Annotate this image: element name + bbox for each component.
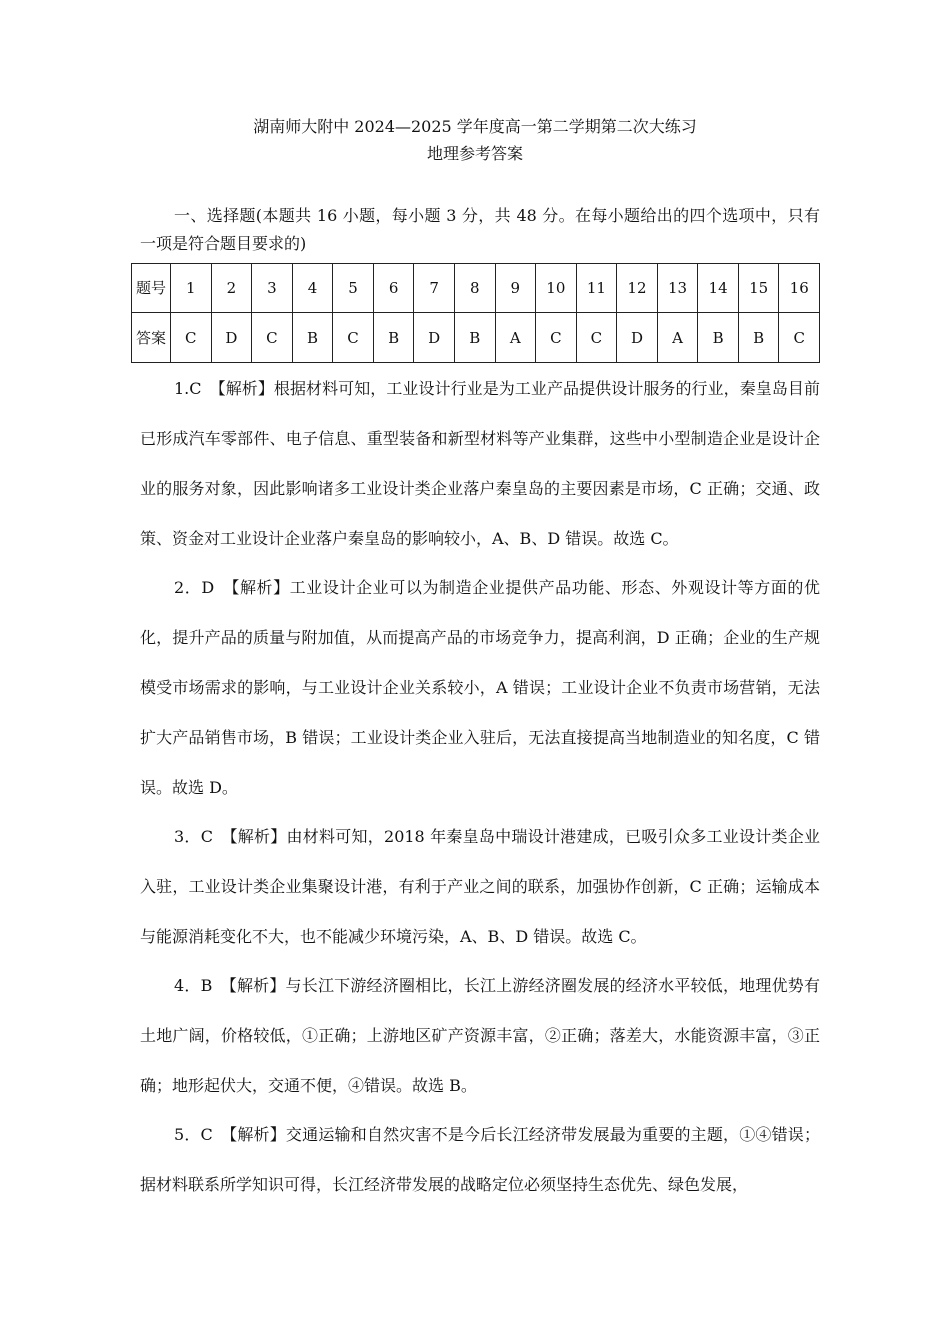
row-header-number: 题号 xyxy=(132,264,171,313)
document-subtitle: 地理参考答案 xyxy=(426,144,523,163)
answer-cell: B xyxy=(454,313,495,363)
question-number: 13 xyxy=(657,264,698,313)
answer-cell: C xyxy=(333,313,374,363)
document-title: 湖南师大附中 2024—2025 学年度高一第二学期第二次大练习 xyxy=(253,117,697,136)
question-number: 3 xyxy=(252,264,293,313)
question-number: 11 xyxy=(576,264,617,313)
answer-cell: C xyxy=(779,313,820,363)
question-number: 12 xyxy=(617,264,658,313)
answer-cell: D xyxy=(414,313,455,363)
question-number: 6 xyxy=(373,264,414,313)
answer-cell: B xyxy=(292,313,333,363)
question-number: 8 xyxy=(454,264,495,313)
question-number-row xyxy=(132,264,820,313)
explanation-2: 2．D 【解析】工业设计企业可以为制造企业提供产品功能、形态、外观设计等方面的优化，提升产品的质量与附加值，从而提高产品的市场竞争力，提高利润，D 正确；企业的生产规模受市场需求的影响，与工业设计企业关系较小，A 错误；工业设计企业不负责市场营销，无法扩大产品销售市场，B 错误；工业设计类企业入驻后，无法直接提高当地制造业的知名度，C 错误。故选 D。 xyxy=(140,578,820,797)
answer-cell: C xyxy=(576,313,617,363)
answer-cell: C xyxy=(171,313,212,363)
question-number: 15 xyxy=(738,264,779,313)
answer-cell: A xyxy=(495,313,536,363)
question-number: 7 xyxy=(414,264,455,313)
question-number: 16 xyxy=(779,264,820,313)
answer-cell: B xyxy=(373,313,414,363)
answer-cell: D xyxy=(617,313,658,363)
section-intro: 一、选择题(本题共 16 小题，每小题 3 分，共 48 分。在每小题给出的四个选项中，只有一项是符合题目要求的) xyxy=(140,206,820,253)
question-number: 4 xyxy=(292,264,333,313)
answer-cell: A xyxy=(657,313,698,363)
row-header-answer: 答案 xyxy=(132,313,171,363)
question-number: 10 xyxy=(536,264,577,313)
answer-cell: C xyxy=(252,313,293,363)
question-number: 5 xyxy=(333,264,374,313)
question-number: 2 xyxy=(211,264,252,313)
answer-table xyxy=(131,263,820,363)
explanation-1: 1.C 【解析】根据材料可知，工业设计行业是为工业产品提供设计服务的行业，秦皇岛目前已形成汽车零部件、电子信息、重型装备和新型材料等产业集群，这些中小型制造企业是设计企业的服务对象，因此影响诸多工业设计类企业落户秦皇岛的主要因素是市场，C 正确；交通、政策、资金对工业设计企业落户秦皇岛的影响较小，A、B、D 错误。故选 C。 xyxy=(140,379,820,548)
answer-cell: B xyxy=(738,313,779,363)
answer-row xyxy=(132,313,820,363)
explanation-3: 3．C 【解析】由材料可知，2018 年秦皇岛中瑞设计港建成，已吸引众多工业设计类企业入驻，工业设计类企业集聚设计港，有利于产业之间的联系，加强协作创新，C 正确；运输成本与能源消耗变化不大，也不能减少环境污染，A、B、D 错误。故选 C。 xyxy=(140,827,820,946)
question-number: 9 xyxy=(495,264,536,313)
question-number: 1 xyxy=(171,264,212,313)
answer-cell: B xyxy=(698,313,739,363)
explanation-4: 4．B 【解析】与长江下游经济圈相比，长江上游经济圈发展的经济水平较低，地理优势有土地广阔，价格较低，①正确；上游地区矿产资源丰富，②正确；落差大，水能资源丰富，③正确；地形起伏大，交通不便，④错误。故选 B。 xyxy=(140,976,820,1095)
question-number: 14 xyxy=(698,264,739,313)
answer-cell: C xyxy=(536,313,577,363)
explanation-5: 5．C 【解析】交通运输和自然灾害不是今后长江经济带发展最为重要的主题，①④错误；据材料联系所学知识可得，长江经济带发展的战略定位必须坚持生态优先、绿色发展， xyxy=(140,1125,820,1194)
answer-cell: D xyxy=(211,313,252,363)
